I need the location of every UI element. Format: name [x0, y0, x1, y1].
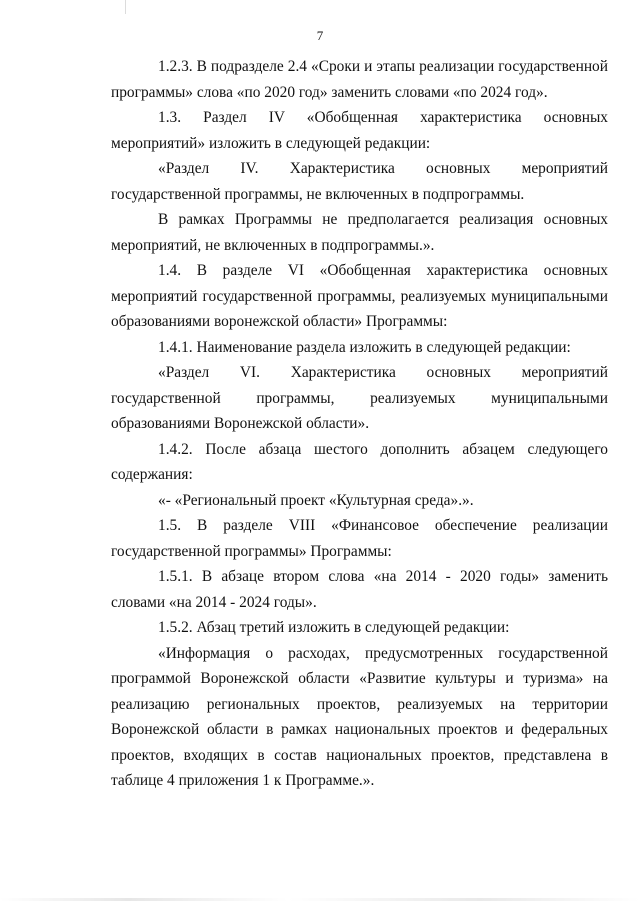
document-body: [111, 54, 608, 794]
paragraph: «Раздел VI. Характеристика основных мероприятий государственной программы, реализуемых муниципальными образованиями Воронежской области».: [111, 364, 608, 432]
paragraph: В рамках Программы не предполагается реализация основных мероприятий, не включенных в подпрограммы.».: [111, 211, 608, 254]
paragraph: 1.4.1. Наименование раздела изложить в следующей редакции:: [158, 338, 571, 356]
paragraph: 1.2.3. В подразделе 2.4 «Сроки и этапы реализации государственной программы» слова «по 2020 год» заменить словами «по 2024 год».: [111, 58, 608, 101]
paragraph: «Раздел IV. Характеристика основных мероприятий государственной программы, не включенных в подпрограммы.: [111, 160, 608, 203]
paragraph: «- «Региональный проект «Культурная среда».».: [158, 491, 474, 509]
scan-edge-mark: [125, 0, 126, 14]
page-number: 7: [316, 28, 324, 43]
paragraph: 1.5.1. В абзаце втором слова «на 2014 - 2020 годы» заменить словами «на 2014 - 2024 годы».: [111, 568, 608, 611]
paragraph: 1.4.2. После абзаца шестого дополнить абзацем следующего содержания:: [111, 440, 608, 483]
paragraph: 1.5.2. Абзац третий изложить в следующей редакции:: [158, 619, 510, 636]
paragraph: 1.3. Раздел IV «Обобщенная характеристика основных мероприятий» изложить в следующей редакции:: [111, 109, 608, 152]
paragraph: 1.4. В разделе VI «Обобщенная характеристика основных мероприятий государственной программы, реализуемых муниципальными образованиями воронежской области» Программы:: [111, 262, 608, 330]
paragraph: 1.5. В разделе VIII «Финансовое обеспечение реализации государственной программы» Программы:: [111, 517, 608, 560]
paragraph: «Информация о расходах, предусмотренных государственной программой Воронежской области «Развитие культуры и туризма» на реализацию региональных проектов, реализуемых на территории Воронежской области в рамках национальных проектов и федеральных проектов, входящих в состав национальных проектов, представлена в таблице 4 приложения 1 к Программе.».: [111, 644, 608, 789]
